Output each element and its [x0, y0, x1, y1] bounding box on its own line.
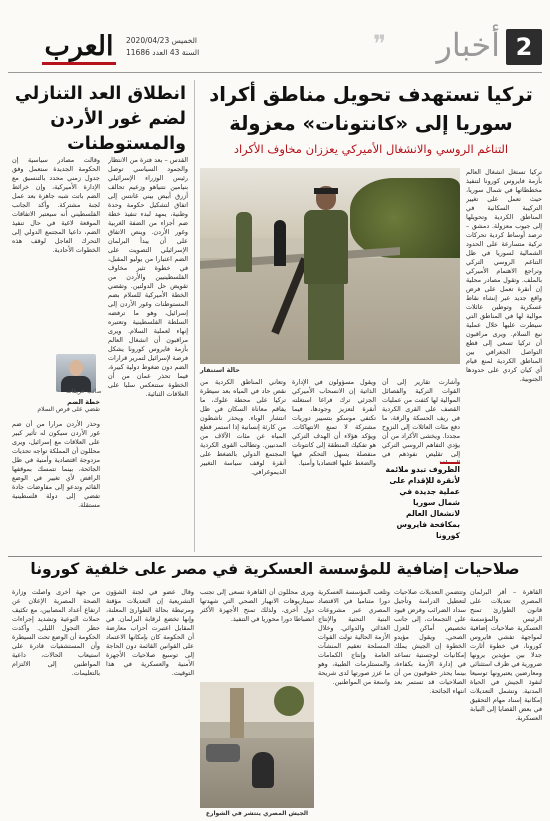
main-article-body: ويقول مسؤولون في الإدارة الذاتية إن الانسحاب الأميركي الجزئي ترك فراغا استغلته أنقرة لتعزيز وجودها، فيما تكتفي موسكو بتسيير دوريات مشتركة لا تمنع الانتهاكات. ويؤكد هؤلاء أن الهدف التركي هو تفكيك المنطقة إلى كانتونات منفصلة يسهل التحكم فيها والضغط عليها اقتصاديا وأمنيا.	[292, 378, 376, 467]
bottom-article-body: ويرى محللون أن القاهرة تسعى إلى تجنب سيناريوهات الانهيار الصحي التي شهدتها دول أخرى، ولذلك تمنح الأجهزة الأكثر انضباطا دورا محوريا في التنفيذ.	[200, 588, 314, 623]
main-article-photo	[200, 168, 460, 364]
bottom-article-body: من جهة أخرى واصلت وزارة الصحة المصرية الإعلان عن ارتفاع أعداد المصابين، مع تكثيف حملات التوعية وتشديد إجراءات حظر التجول الليلي. وأكدت الحكومة أن الوضع تحت السيطرة وأن المستشفيات قادرة على استيعاب الحالات، داعية المواطنين إلى الالتزام بالتعليمات.	[12, 588, 100, 677]
column-divider	[194, 80, 195, 552]
section-title: أخبار	[436, 26, 500, 64]
header-divider	[8, 72, 542, 73]
side-article-body: وقالت مصادر سياسية إن الحكومة الجديدة ستعمل وفق جدول زمني محدد بالتنسيق مع الإدارة الأميركية، وإن خرائط الضم باتت شبه جاهزة بعد عمل لجنة مشتركة. وأكد الجانب الفلسطيني أنه سيعتبر الاتفاقات الموقعة لاغية في حال تنفيذ الضم، داعيا المجتمع الدولي إلى التحرك العاجل لوقف هذه الخطوات الأحادية.	[12, 156, 100, 254]
side-article-body: القدس – بعد فترة من الانتظار والجمود السياسي توصل رئيس الوزراء الإسرائيلي بنيامين نتنياهو وزعيم تحالف أزرق أبيض بيني غانتس إلى اتفاق لتشكيل حكومة وحدة وطنية، يمهد لبدء تنفيذ خطة ضم أجزاء من الضفة الغربية وغور الأردن. وينص الاتفاق على أن يبدأ البرلمان الإسرائيلي التصويت على الضم اعتبارا من يوليو المقبل، في خطوة تثير مخاوف الفلسطينيين والأردن من تقويض حل الدولتين. وتقضي الخطة الأميركية للسلام بضم المستوطنات وغور الأردن إلى إسرائيل، وهو ما ترفضه السلطة الفلسطينية وتعتبره إنهاء لعملية السلام. ويرى مراقبون أن انشغال العالم بأزمة فايروس كورونا يشكل فرصة لإسرائيل لتمرير قرارات الضم دون ضغوط دولية كبيرة، فيما تحذر عمان من أن الخطوة ستنعكس سلبا على العلاقات الثنائية.	[108, 156, 188, 398]
side-article-body: وحذر الأردن مرارا من أن ضم غور الأردن سيكون له تأثير كبير على العلاقات مع إسرائيل، ويرى محللون أن المملكة تواجه تحديات مزدوجة اقتصادية وأمنية في ظل الجائحة، بينما تتمسك بموقفها الرافض لأي تغيير في الوضع القائم وتدعو إلى مفاوضات جادة تفضي إلى دولة فلسطينية مستقلة.	[12, 420, 100, 509]
page-number: 2	[506, 29, 542, 65]
main-subheadline: التناغم الروسي والانشغال الأميركي يعززان مخاوف الأكراد	[233, 142, 509, 156]
main-article-body: وتعاني المناطق الكردية من نقص حاد في المياه بعد سيطرة تركيا على محطة علوك، ما يفاقم معاناة السكان في ظل انتشار الوباء. ويحذر ناشطون من كارثة إنسانية إذا استمر قطع المياه عن مئات الآلاف من المدنيين. وتطالب القوى الكردية المجتمع الدولي بالضغط على أنقرة لوقف سياسة التغيير الديموغرافي.	[200, 378, 286, 476]
bottom-headline: صلاحيات إضافية للمؤسسة العسكرية في مصر على خلفية كورونا	[30, 560, 520, 578]
logo-underline	[42, 62, 116, 65]
bottom-article-body: وقال عضو في لجنة الشؤون التشريعية إن التعديلات مؤقتة ومرتبطة بحالة الطوارئ المعلنة، وإنها تخضع لرقابة البرلمان. في المقابل اعتبرت أحزاب معارضة أن الحكومة كان بإمكانها الاعتماد على القوانين القائمة دون الحاجة إلى توسيع صلاحيات الأجهزة الأمنية والعسكرية في هذا التوقيت.	[106, 588, 194, 677]
main-photo-caption: حالة استنفار	[200, 366, 240, 374]
section-divider	[8, 556, 542, 557]
issue-number: السنة 43 العدد 11686	[126, 48, 200, 57]
author-quote-text: تقضي على فرص السلام	[37, 406, 100, 413]
bottom-article-photo	[200, 682, 314, 808]
main-article-body: وأشارت تقارير إلى أن القوات التركية والفصائل الموالية لها كثفت من عمليات القصف على القرى الكردية في ريف الحسكة والرقة، ما دفع مئات العائلات إلى النزوح مجددا. ويخشى الأكراد من أن يؤدي التفاهم الروسي التركي إلى تقليص نفوذهم في	[382, 378, 460, 458]
pull-quote: الظروف تبدو ملائمة لأنقرة للإقدام على عملية جديدة في شمال سوريا لانشغال العالم بمكافحة فايروس كورونا	[382, 462, 460, 543]
bottom-article-body: وتتضمن التعديلات صلاحيات لتعطيل الدراسة وتأجيل سداد الضرائب وفرض قيود على التجمعات، إلى جانب تخصيص أماكن للعزل الصحي. ويقول مؤيدو الخطوة إن الجيش يملك إمكانيات لوجستية تساعد في إدارة الأزمة بكفاءة، بينما يحذر حقوقيون من أن الصلاحيات قد تستمر بعد انتهاء الجائحة.	[394, 588, 466, 695]
side-article-headline: انطلاق العد التنازلي لضم غور الأردن والمستوطنات	[14, 84, 186, 154]
main-headline: تركيا تستهدف تحويل مناطق أكراد سوريا إلى «كانتونات» معزولة	[209, 83, 533, 135]
bottom-article-body: القاهرة – أقر البرلمان المصري تعديلات على قانون الطوارئ تمنح الرئيس والمؤسسة العسكرية صلاحيات إضافية لمواجهة تفشي فايروس كورونا، في خطوة أثارت جدلا بين مؤيدين يرونها ضرورية في ظرف استثنائي ومعارضين يعتبرونها توسيعا لنفوذ الجيش في الحياة المدنية. وتشمل التعديلات إمكانية إسناد مهام التحقيق في بعض القضايا إلى النيابة العسكرية.	[470, 588, 542, 722]
bottom-article-body: وتلعب المؤسسة العسكرية دورا متناميا في الاقتصاد المصري عبر مشروعات البنية التحتية والإنتاج الغذائي والدوائي. وخلال الأزمة الحالية تولت القوات المسلحة تعقيم المنشآت العامة وإنتاج الكمامات والمستلزمات الطبية، وهو ما عزز صورتها لدى شريحة واسعة من المواطنين.	[318, 588, 390, 686]
bottom-photo-caption: الجيش المصري ينتشر في الشوارع	[205, 810, 309, 817]
main-article-body: تركيا تستغل انشغال العالم بأزمة فايروس كورونا لتنفيذ مخططاتها في شمال سوريا، حيث تعمل على تغيير التركيبة السكانية في المناطق الكردية وتحويلها إلى جيوب معزولة. دمشق – ترصد أوساط كردية تحركات تركية متسارعة على الحدود الشمالية لسوريا في ظل التناغم الروسي التركي وتراجع الاهتمام الأميركي بالملف. وتقول مصادر محلية إن أنقرة تعمل على فرض واقع جديد عبر إنشاء نقاط عسكرية وتوطين عائلات موالية لها في المناطق التي سيطرت عليها خلال عملية نبع السلام. ويرى مراقبون أن تركيا تسعى إلى قطع التواصل الجغرافي بين المناطق الكردية لمنع قيام أي كيان كردي على حدودها الجنوبية.	[466, 168, 542, 383]
author-label: صائب عريقات	[66, 388, 102, 395]
newspaper-logo: العرب	[44, 31, 114, 62]
author-quote-title: خطة الضم	[67, 398, 100, 406]
issue-date: الخميس 2020/04/23	[126, 36, 197, 45]
author-photo	[56, 354, 96, 392]
quote-icon: ❞	[373, 30, 386, 58]
